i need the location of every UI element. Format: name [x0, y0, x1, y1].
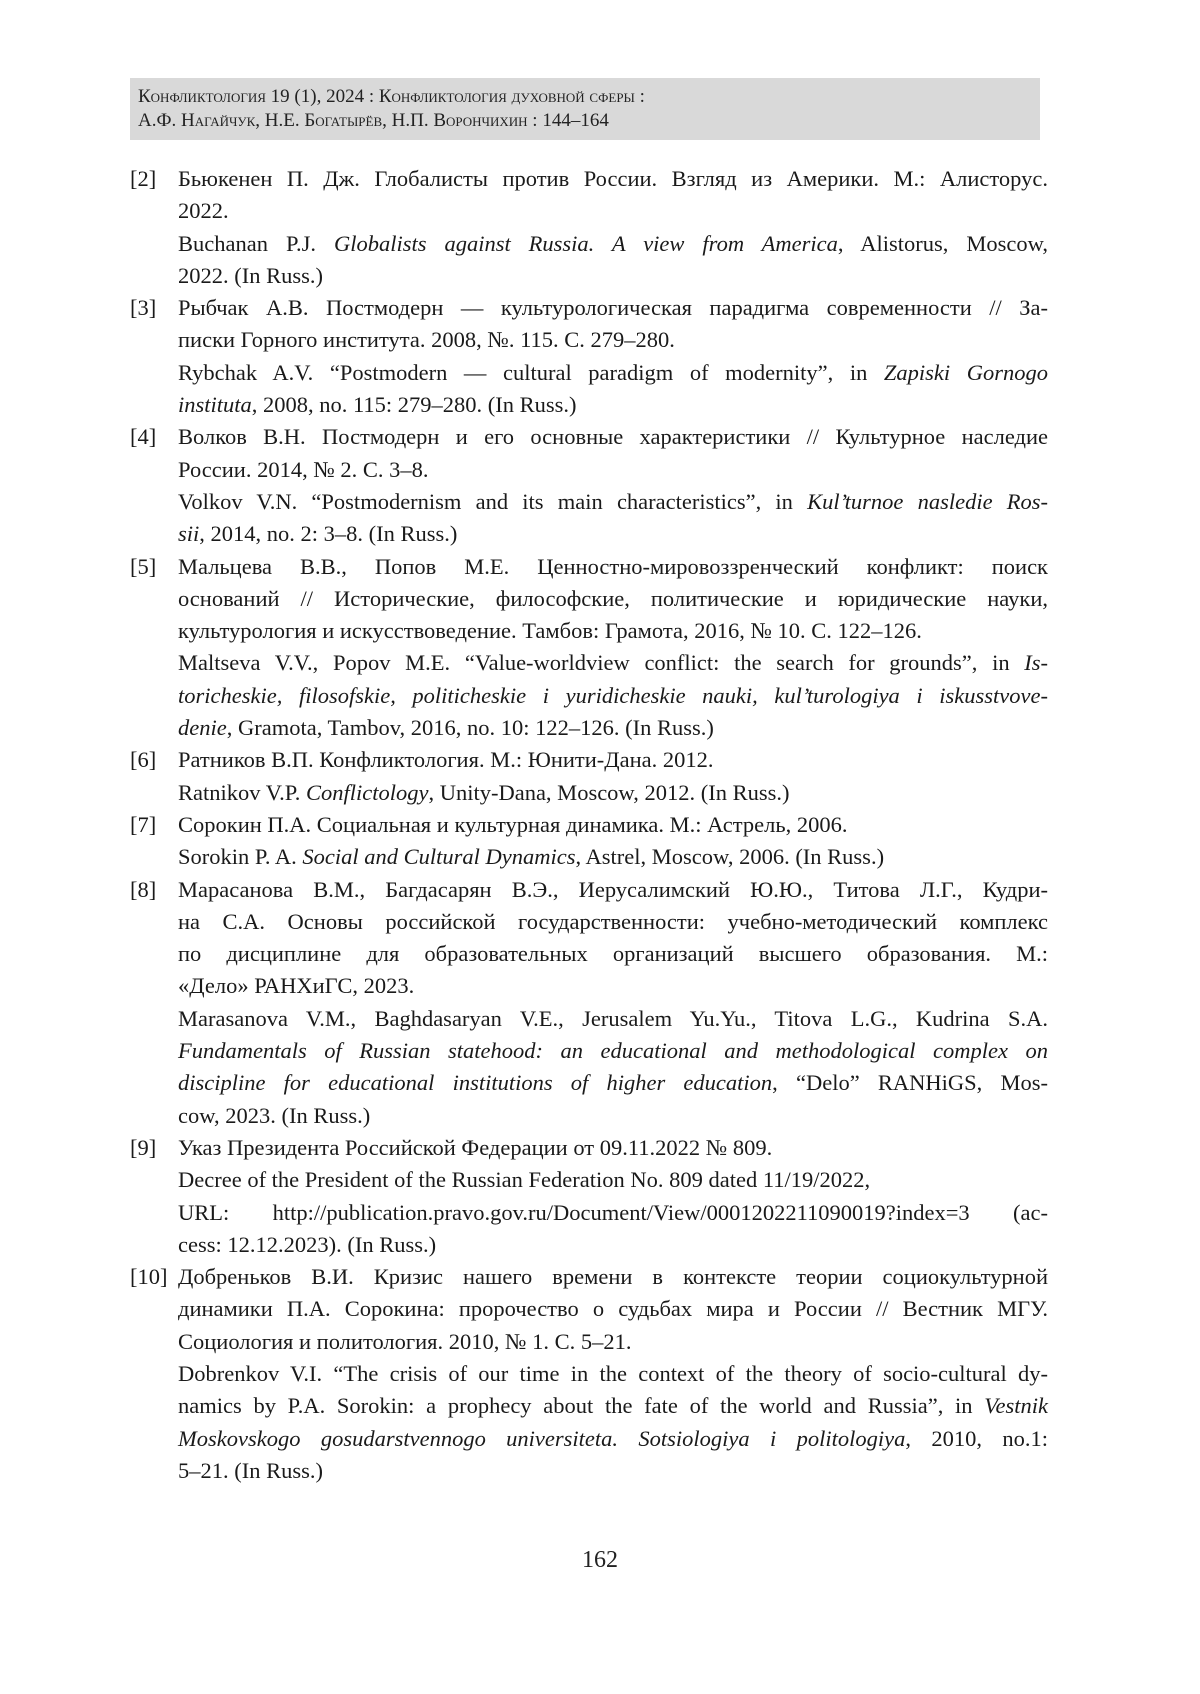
reference-line [178, 454, 1048, 486]
text-run: cess: 12.12.2023). (In Russ.) [178, 1231, 437, 1257]
reference-number: [3] [130, 295, 157, 321]
reference-item [130, 809, 1050, 874]
reference-line [178, 1100, 1048, 1132]
reference-line [178, 163, 1048, 195]
text-run: , “Delo” RANHiGS, Mos- [772, 1070, 1049, 1096]
reference-item [130, 744, 1050, 809]
reference-line [178, 680, 1048, 712]
reference-number: [10] [130, 1264, 168, 1290]
italic-title: Fundamentals of Russian statehood: an educational and methodological complex on [178, 1038, 1048, 1064]
text-run: Рыбчак А.В. Постмодерн — культурологическая парадигма современности // За- [178, 295, 1048, 321]
text-run: cow, 2023. (In Russ.) [178, 1102, 371, 1128]
reference-text [178, 163, 1048, 292]
reference-line [178, 1326, 1048, 1358]
text-run: Сорокин П.А. Социальная и культурная динамика. М.: Астрель, 2006. [178, 811, 848, 837]
text-run: , Alistorus, Moscow, [837, 230, 1049, 256]
text-run: «Дело» РАНХиГС, 2023. [178, 973, 415, 999]
text-run: Maltseva V.V., Popov M.E. “Value-worldview conflict: the search for grounds”, in [178, 650, 1025, 676]
reference-number: [9] [130, 1134, 157, 1160]
italic-title: Zapiski Gornogo [883, 359, 1048, 385]
running-header-authors: А.Ф. Нагайчук, Н.Е. Богатырёв, Н.П. Ворончихин : 144–164 [138, 110, 609, 131]
reference-item [130, 292, 1050, 421]
italic-title: Vestnik [984, 1393, 1048, 1419]
text-run: , 2014, no. 2: 3–8. (In Russ.) [199, 521, 458, 547]
reference-line [178, 906, 1048, 938]
reference-line [178, 551, 1048, 583]
text-run: Dobrenkov V.I. “The crisis of our time in the context of the theory of socio-cultural dy- [178, 1360, 1048, 1386]
reference-line [178, 421, 1048, 453]
italic-title: toricheskie, filosofskie, politicheskie i yuridicheskie nauki, kul’turologiya i iskusstvove- [178, 682, 1048, 708]
reference-text [178, 292, 1048, 421]
italic-title: Kul’turnoe nasledie Ros- [807, 488, 1048, 514]
reference-line [178, 1197, 1048, 1229]
italic-title: discipline for educational institutions of higher education [178, 1070, 773, 1096]
text-run: Бьюкенен П. Дж. Глобалисты против России. Взгляд из Америки. М.: Алисторус. [178, 166, 1048, 191]
reference-line [178, 324, 1048, 356]
text-run: Sorokin P. A. [178, 844, 303, 870]
reference-line [178, 228, 1048, 260]
running-header [130, 78, 1040, 140]
reference-line [178, 518, 1048, 550]
text-run: Ратников В.П. Конфликтология. М.: Юнити-Дана. 2012. [178, 747, 714, 773]
text-run: , 2008, no. 115: 279–280. (In Russ.) [251, 392, 577, 418]
text-run: , 2010, no.1: [905, 1425, 1048, 1451]
reference-line [178, 1455, 1048, 1487]
reference-list [130, 163, 1050, 1487]
page-number: 162 [582, 1547, 618, 1573]
reference-line [178, 1164, 1048, 1196]
text-run: 2022. [178, 198, 229, 224]
reference-text [178, 551, 1048, 745]
italic-title: denie [178, 715, 227, 741]
reference-text [178, 874, 1048, 1132]
reference-item [130, 163, 1050, 292]
text-run: Волков В.Н. Постмодерн и его основные характеристики // Культурное наследие [178, 424, 1048, 450]
text-run: 5–21. (In Russ.) [178, 1457, 323, 1483]
reference-line [178, 583, 1048, 615]
reference-number: [6] [130, 747, 157, 773]
text-run: Социология и политология. 2010, № 1. С. 5–21. [178, 1328, 632, 1354]
italic-title: instituta [178, 392, 252, 418]
text-run: на С.А. Основы российской государственности: учебно-методический комплекс [178, 908, 1048, 934]
reference-line [178, 195, 1048, 227]
italic-title: Social and Cultural Dynamics [302, 844, 576, 870]
text-run: Marasanova V.M., Baghdasaryan V.E., Jerusalem Yu.Yu., Titova L.G., Kudrina S.A. [178, 1005, 1048, 1031]
text-run: по дисциплине для образовательных организаций высшего образования. М.: [178, 941, 1048, 967]
reference-line [178, 712, 1048, 744]
text-run: Buchanan P.J. [178, 230, 334, 256]
text-run: России. 2014, № 2. С. 3–8. [178, 456, 429, 482]
reference-line [178, 1261, 1048, 1293]
text-run: Марасанова В.М., Багдасарян В.Э., Иерусалимский Ю.Ю., Титова Л.Г., Кудри- [178, 876, 1048, 902]
reference-number: [2] [130, 166, 157, 191]
reference-line [178, 486, 1048, 518]
text-run: , Astrel, Moscow, 2006. (In Russ.) [575, 844, 885, 870]
text-run: Указ Президента Российской Федерации от 09.11.2022 № 809. [178, 1134, 773, 1160]
reference-line [178, 841, 1048, 873]
reference-item [130, 551, 1050, 745]
reference-line [178, 809, 1048, 841]
text-run: Ratnikov V.P. [178, 779, 306, 805]
italic-title: Is- [1024, 650, 1048, 676]
text-run: namics by P.A. Sorokin: a prophecy about the fate of the world and Russia”, in [178, 1393, 985, 1419]
reference-line [178, 1035, 1048, 1067]
text-run: Decree of the President of the Russian Federation No. 809 dated 11/19/2022, [178, 1167, 871, 1193]
text-run: оснований // Исторические, философские, политические и юридические науки, [178, 585, 1048, 611]
italic-title: Moskovskogo gosudarstvennogo universiteta. Sotsiologiya i politologiya [178, 1425, 906, 1451]
reference-line [178, 1423, 1048, 1455]
reference-item [130, 1261, 1050, 1487]
reference-line [178, 777, 1048, 809]
reference-item [130, 1132, 1050, 1261]
text-run: Rybchak A.V. “Postmodern — cultural paradigm of modernity”, in [178, 359, 884, 385]
reference-line [178, 260, 1048, 292]
reference-line [178, 938, 1048, 970]
reference-line [178, 292, 1048, 324]
reference-text [178, 809, 1048, 874]
reference-line [178, 389, 1048, 421]
text-run: культурология и искусствоведение. Тамбов: Грамота, 2016, № 10. С. 122–126. [178, 618, 922, 644]
text-run: Мальцева В.В., Попов М.Е. Ценностно-мировоззренческий конфликт: поиск [178, 553, 1048, 579]
text-run: URL: http://publication.pravo.gov.ru/Document/View/0001202211090019?index=3 (ac- [178, 1199, 1048, 1225]
reference-line [178, 1067, 1048, 1099]
reference-line [178, 1293, 1048, 1325]
reference-line [178, 970, 1048, 1002]
reference-line [178, 357, 1048, 389]
reference-text [178, 1261, 1048, 1487]
text-run: , Unity-Dana, Moscow, 2012. (In Russ.) [428, 779, 790, 805]
reference-number: [5] [130, 553, 157, 579]
reference-line [178, 1229, 1048, 1261]
italic-title: sii [178, 521, 200, 547]
text-run: Добреньков В.И. Кризис нашего времени в контексте теории социокультурной [178, 1264, 1048, 1290]
text-run: 2022. (In Russ.) [178, 262, 323, 288]
reference-line [178, 647, 1048, 679]
italic-title: Conflictology [305, 779, 429, 805]
reference-line [178, 1358, 1048, 1390]
reference-number: [8] [130, 876, 157, 902]
reference-line [178, 874, 1048, 906]
reference-text [178, 421, 1048, 550]
text-run: динамики П.А. Сорокина: пророчество о судьбах мира и России // Вестник МГУ. [178, 1296, 1048, 1322]
text-run: , Gramota, Tambov, 2016, no. 10: 122–126. (In Russ.) [226, 715, 714, 741]
reference-number: [4] [130, 424, 157, 450]
reference-text [178, 1132, 1048, 1261]
reference-line [178, 1132, 1048, 1164]
reference-number: [7] [130, 811, 157, 837]
running-header-journal: Конфликтология 19 (1), 2024 : Конфликтология духовной сферы : [138, 86, 645, 107]
reference-item [130, 421, 1050, 550]
text-run: писки Горного института. 2008, №. 115. С. 279–280. [178, 327, 675, 353]
reference-text [178, 744, 1048, 809]
reference-line [178, 744, 1048, 776]
reference-line [178, 1003, 1048, 1035]
reference-item [130, 874, 1050, 1132]
italic-title: Globalists against Russia. A view from America [333, 230, 838, 256]
reference-line [178, 1390, 1048, 1422]
reference-line [178, 615, 1048, 647]
text-run: Volkov V.N. “Postmodernism and its main characteristics”, in [178, 488, 808, 514]
